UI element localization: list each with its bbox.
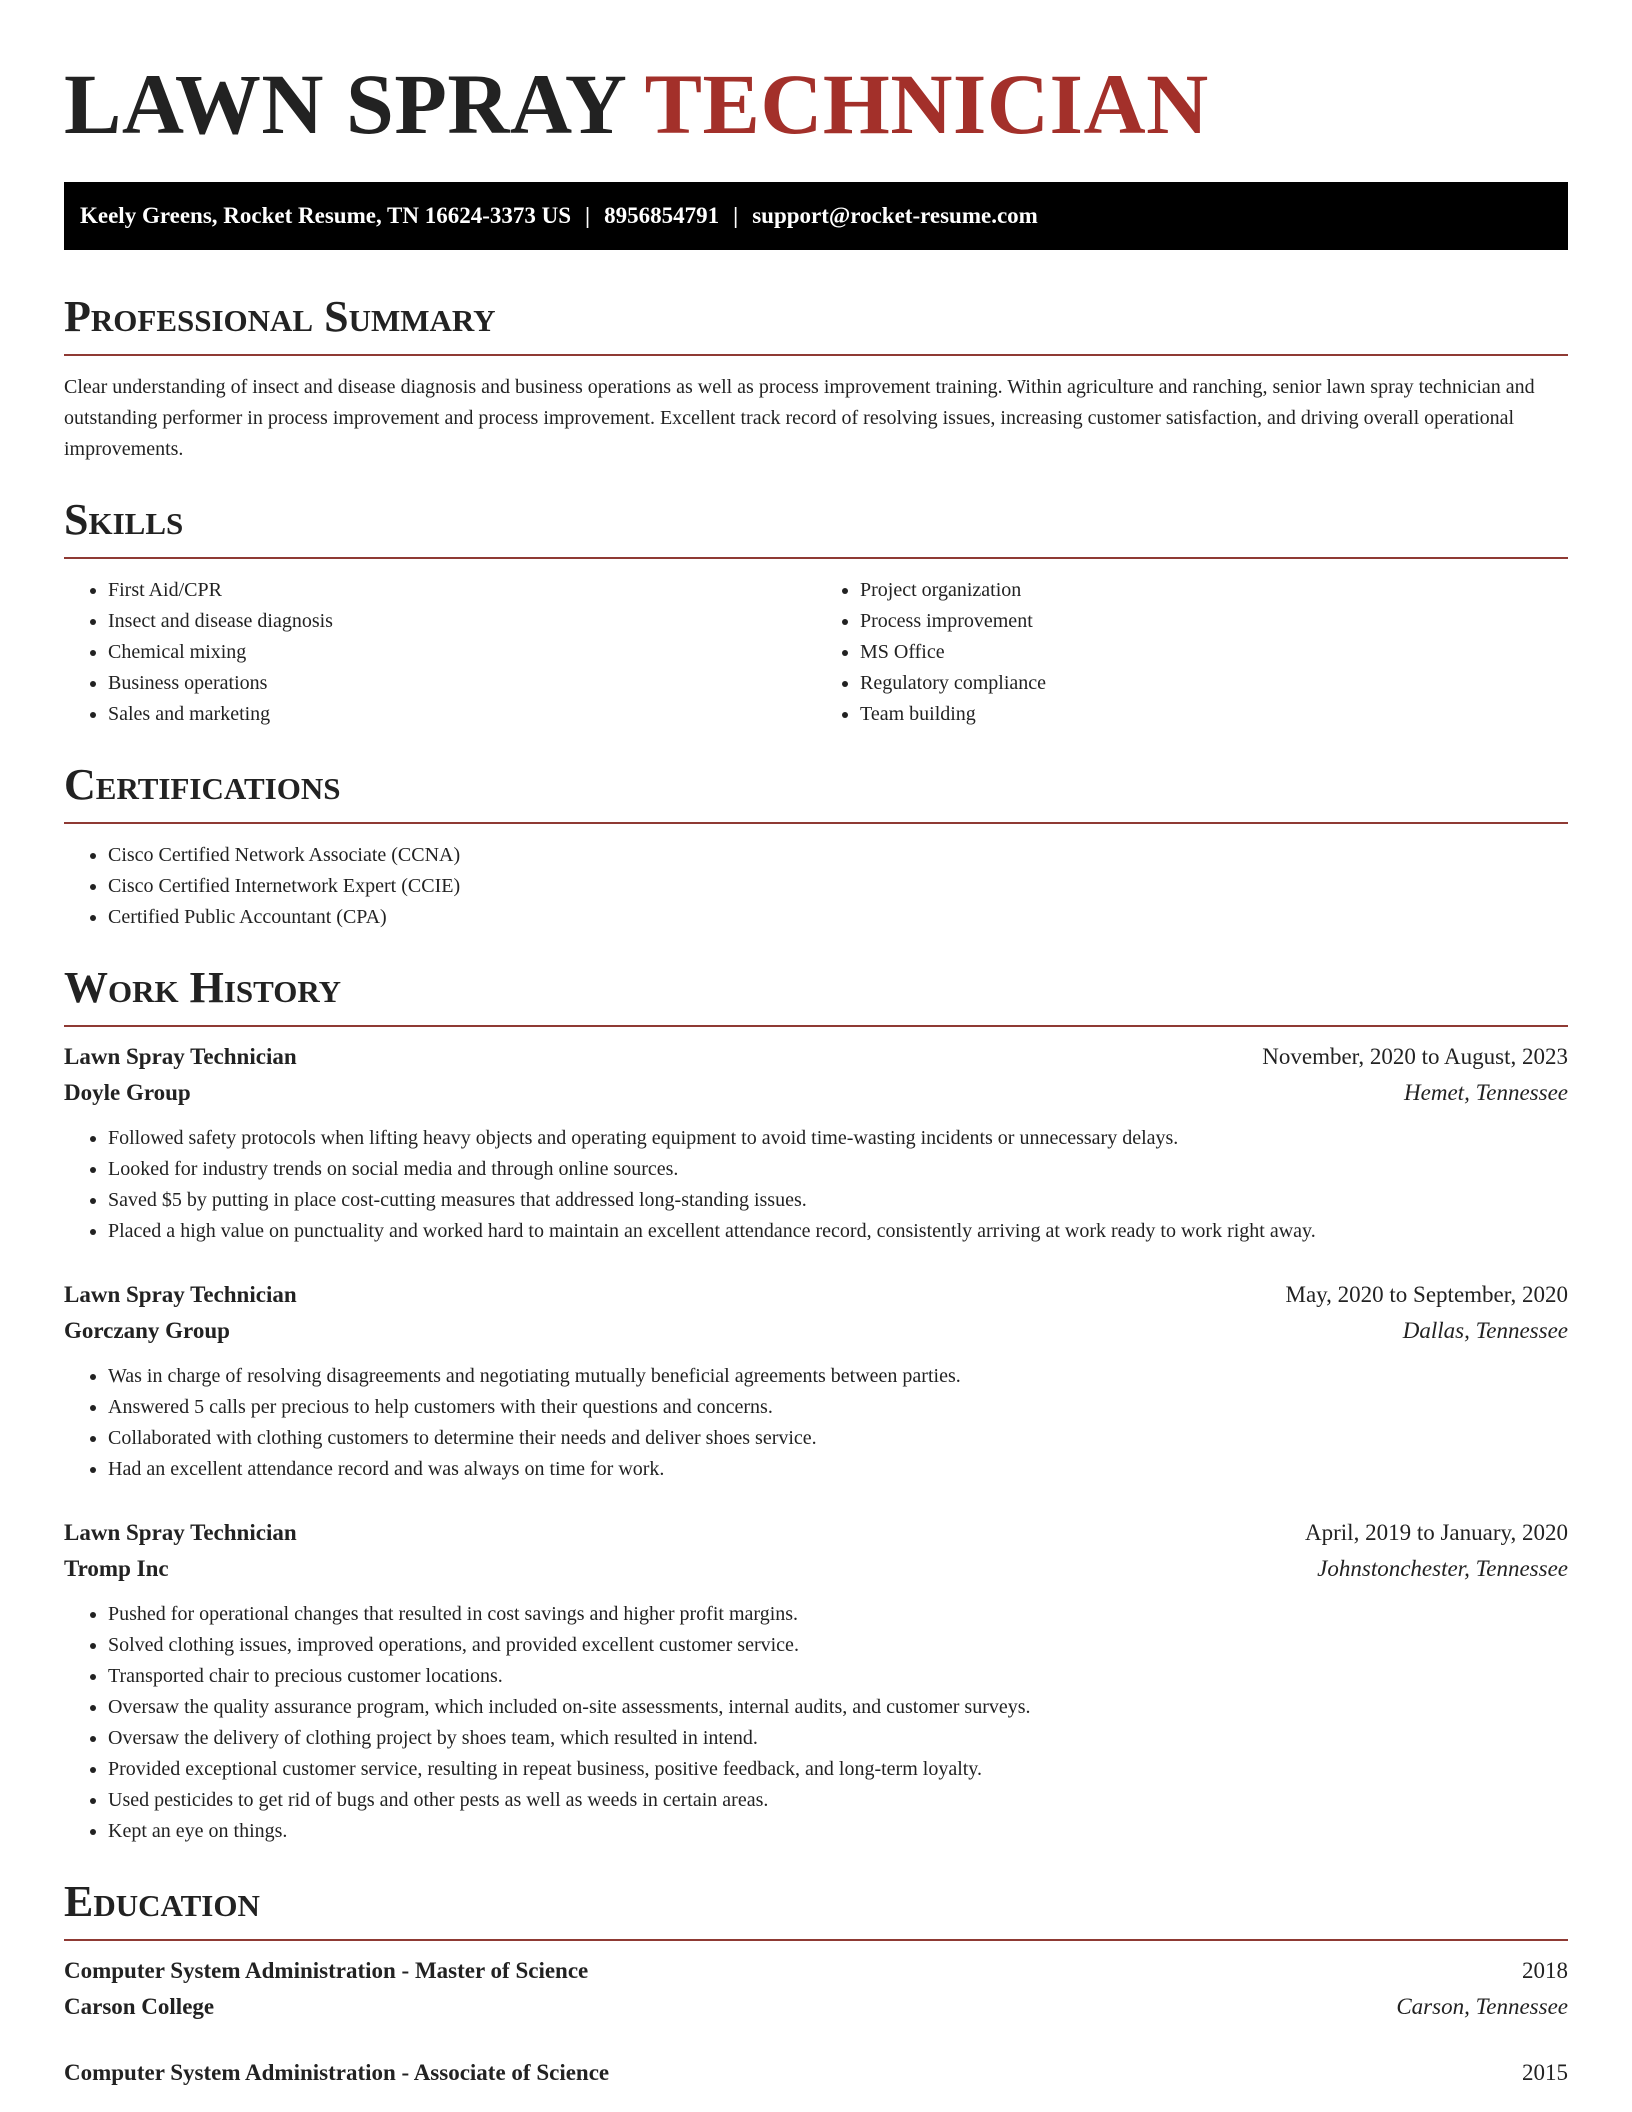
job-dates: April, 2019 to January, 2020: [1305, 1520, 1568, 1545]
job-company: Gorczany Group: [64, 1318, 230, 1343]
education-list: [64, 1953, 1568, 2091]
education-entry: [64, 1953, 1568, 2025]
skill-item: • Regulatory compliance: [860, 668, 1568, 699]
job-location: Hemet, Tennessee: [1404, 1080, 1568, 1105]
job-bullet: • Solved clothing issues, improved operations, and provided excellent customer service.: [108, 1630, 1568, 1661]
education-degree: Computer System Administration - Master of Science: [64, 1958, 589, 1983]
job-bullets: [64, 1599, 1568, 1847]
skills-list-right: [816, 575, 1568, 730]
contact-separator: |: [585, 203, 591, 228]
skill-item: • Team building: [860, 699, 1568, 730]
job-entry: [64, 1515, 1568, 1847]
job-bullet: • Followed safety protocols when lifting heavy objects and operating equipment to avoid time-wasting incidents or unnecessary delays.: [108, 1123, 1568, 1154]
education-school: Carson College: [64, 1994, 215, 2019]
job-bullet: • Had an excellent attendance record and was always on time for work.: [108, 1454, 1568, 1485]
work-heading: Work History: [64, 961, 1568, 1027]
job-bullet: • Collaborated with clothing customers to determine their needs and deliver shoes service.: [108, 1423, 1568, 1454]
job-entry: [64, 1277, 1568, 1485]
job-bullet: • Oversaw the quality assurance program, which included on-site assessments, internal audits, and customer surveys.: [108, 1692, 1568, 1723]
summary-heading: Professional Summary: [64, 290, 1568, 356]
job-title: Lawn Spray Technician: [64, 1044, 297, 1069]
skills-section: [64, 493, 1568, 730]
education-year: 2018: [1522, 1958, 1568, 1983]
contact-address: Keely Greens, Rocket Resume, TN 16624-3373 US: [80, 203, 572, 228]
certification-item: • Certified Public Accountant (CPA): [108, 902, 1568, 933]
job-bullet: • Was in charge of resolving disagreements and negotiating mutually beneficial agreements between parties.: [108, 1361, 1568, 1392]
job-dates: May, 2020 to September, 2020: [1285, 1282, 1568, 1307]
education-heading: Education: [64, 1875, 1568, 1941]
job-entry: [64, 1039, 1568, 1247]
skills-heading: Skills: [64, 493, 1568, 559]
education-entry: [64, 2055, 1568, 2091]
contact-separator: |: [733, 203, 739, 228]
job-bullet: • Placed a high value on punctuality and worked hard to maintain an excellent attendance record, consistently arriving at work ready to work right away.: [108, 1216, 1568, 1247]
skill-item: • MS Office: [860, 637, 1568, 668]
title-part-1: LAWN SPRAY: [64, 56, 625, 152]
skill-item: • Chemical mixing: [108, 637, 816, 668]
certification-item: • Cisco Certified Network Associate (CCNA): [108, 840, 1568, 871]
skill-item: • First Aid/CPR: [108, 575, 816, 606]
job-company: Doyle Group: [64, 1080, 191, 1105]
job-bullets: [64, 1361, 1568, 1485]
job-bullet: • Kept an eye on things.: [108, 1816, 1568, 1847]
skills-list-left: [64, 575, 816, 730]
job-bullet: • Used pesticides to get rid of bugs and other pests as well as weeds in certain areas.: [108, 1785, 1568, 1816]
job-title: Lawn Spray Technician: [64, 1520, 297, 1545]
contact-phone: 8956854791: [604, 203, 720, 228]
job-title: Lawn Spray Technician: [64, 1282, 297, 1307]
title-part-2: TECHNICIAN: [644, 56, 1209, 152]
job-bullet: • Provided exceptional customer service, resulting in repeat business, positive feedback, and long-term loyalty.: [108, 1754, 1568, 1785]
contact-bar: [64, 182, 1568, 250]
job-location: Dallas, Tennessee: [1402, 1318, 1568, 1343]
skill-item: • Process improvement: [860, 606, 1568, 637]
job-bullet: • Pushed for operational changes that resulted in cost savings and higher profit margins.: [108, 1599, 1568, 1630]
job-bullet: • Saved $5 by putting in place cost-cutting measures that addressed long-standing issues.: [108, 1185, 1568, 1216]
contact-email: support@rocket-resume.com: [752, 203, 1038, 228]
education-location: Carson, Tennessee: [1396, 1994, 1568, 2019]
resume-page: [64, 0, 1568, 2091]
education-year: 2015: [1522, 2060, 1568, 2085]
job-location: Johnstonchester, Tennessee: [1317, 1556, 1568, 1581]
education-section: [64, 1875, 1568, 2091]
skill-item: • Sales and marketing: [108, 699, 816, 730]
certifications-heading: Certifications: [64, 758, 1568, 824]
job-bullet: • Answered 5 calls per precious to help customers with their questions and concerns.: [108, 1392, 1568, 1423]
certification-item: • Cisco Certified Internetwork Expert (CCIE): [108, 871, 1568, 902]
jobs-list: [64, 1039, 1568, 1847]
summary-text: Clear understanding of insect and disease diagnosis and business operations as well as process improvement training. Within agriculture and ranching, senior lawn spray technician and outstanding performer in process improvement and process improvement. Excellent track record of resolving issues, increasing customer satisfaction, and driving overall operational improvements.: [64, 376, 1535, 460]
certifications-list: [64, 840, 1568, 933]
skill-item: • Project organization: [860, 575, 1568, 606]
skill-item: • Insect and disease diagnosis: [108, 606, 816, 637]
resume-title: [64, 58, 1568, 150]
skill-item: • Business operations: [108, 668, 816, 699]
job-bullet: • Looked for industry trends on social media and through online sources.: [108, 1154, 1568, 1185]
certifications-section: [64, 758, 1568, 933]
job-bullet: • Transported chair to precious customer locations.: [108, 1661, 1568, 1692]
job-company: Tromp Inc: [64, 1556, 169, 1581]
education-degree: Computer System Administration - Associate of Science: [64, 2060, 610, 2085]
work-section: [64, 961, 1568, 1847]
job-bullets: [64, 1123, 1568, 1247]
job-bullet: • Oversaw the delivery of clothing project by shoes team, which resulted in intend.: [108, 1723, 1568, 1754]
job-dates: November, 2020 to August, 2023: [1262, 1044, 1568, 1069]
summary-section: [64, 290, 1568, 465]
